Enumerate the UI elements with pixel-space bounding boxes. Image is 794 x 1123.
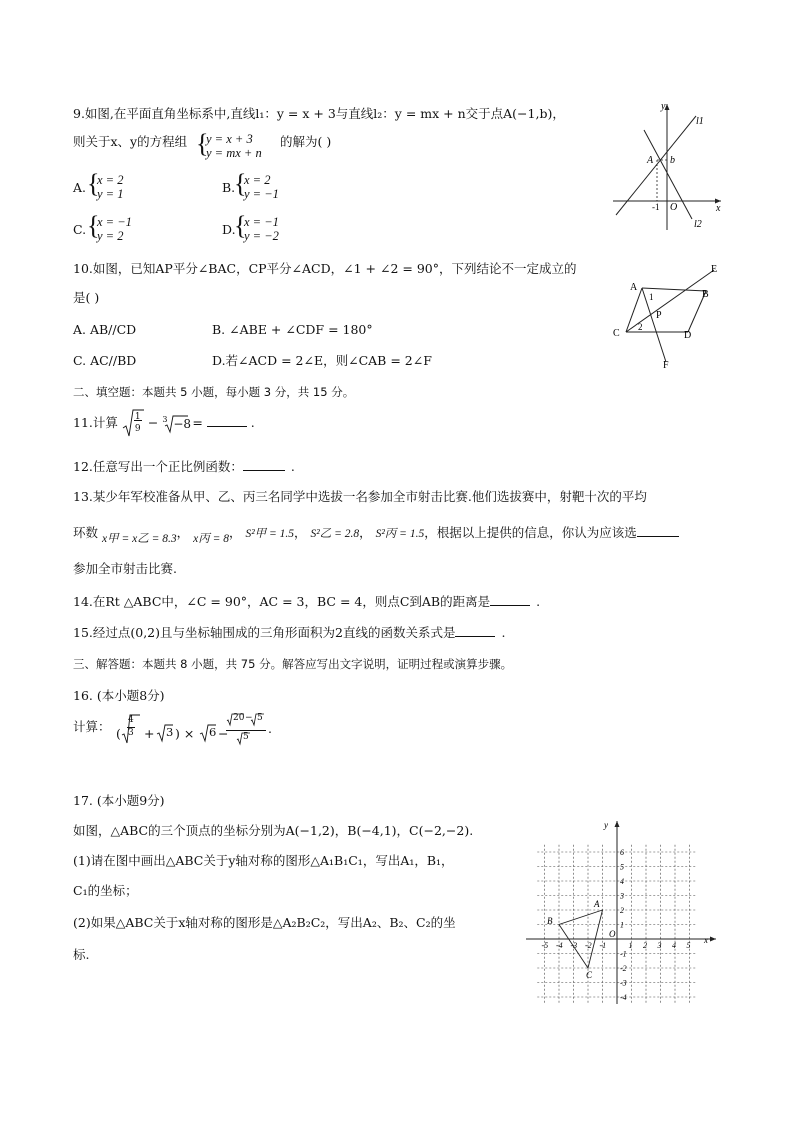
q17-y-label: y [604,820,608,830]
q16-plus: + [144,726,155,741]
q17-line2: (1)请在图中画出△ABC关于y轴对称的图形△A₁B₁C₁，写出A₁，B₁， [73,853,454,868]
y-tick-label: 4 [620,877,624,886]
q10-fig-e-label: E [711,264,718,275]
q9-option-a-top: x = 2 [97,173,124,187]
q10-option-d: D.若∠ACD = 2∠E，则∠CAB = 2∠F [212,353,432,368]
q16-sqrt1-denominator: 3 [128,728,134,738]
y-tick-label: 1 [620,920,624,930]
x-tick-label: -2 [585,941,592,950]
q13-mean-bing: x丙 = 8 [193,533,229,545]
x-tick-label: 3 [657,941,662,950]
q13-line1: 13.某少年军校准备从甲、乙、丙三名同学中选拔一名参加全市射击比赛.他们选拔赛中，射靶十次的平均 [73,489,647,504]
q10-fig-a-label: A [630,282,638,293]
q17-line4: (2)如果△ABC关于x轴对称的图形是△A₂B₂C₂，写出A₂、B₂、C₂的坐 [73,915,456,930]
q16-calc-label: 计算： [73,719,111,734]
q16-end: . [268,721,272,736]
q17-y-tick-labels [619,848,627,1002]
q15-line [73,624,505,641]
q13-variance-yi: S²乙 = 2.8 [310,528,360,540]
q17-origin-label: O [609,929,616,939]
q10-option-a: A. AB//CD [73,322,137,337]
x-tick-label: 5 [686,941,691,950]
q17-point-a-label: A [594,899,600,909]
q10-stem-line2: 是( ) [73,290,100,305]
q10-fig-c-label: C [613,328,620,339]
q12-end: . [290,459,295,474]
q16-minus: − [218,726,229,741]
q11-end: . [250,415,255,430]
q15-text: 15.经过点(0,2)且与坐标轴围成的三角形面积为2直线的函数关系式是 [73,625,456,640]
q17-point-b-label: B [547,916,553,926]
x-tick-label: 1 [628,941,633,950]
q9-fig-l2-label: l2 [694,219,702,230]
q9-fig-y-label: y [661,101,666,112]
q12-answer-blank[interactable] [243,458,285,471]
q14-text: 14.在Rt △ABC中，∠C = 90°，AC = 3，BC = 4，则点C到AB的距离是 [73,594,491,609]
q9-option-b-label: B. [222,180,236,195]
x-tick-label: -1 [599,941,607,950]
q11-line [73,411,255,434]
q9-option-d-brace: { [234,211,247,240]
q11-minus: − [147,415,159,430]
q9-option-a-brace: { [87,169,100,198]
q16-num-radicand-a: 20 [233,713,245,723]
q9-fig-x-label: x [716,203,721,214]
q16-title: 16. (本小题8分) [73,688,165,703]
q17-y-axis-arrow [615,821,620,827]
q16-sqrt2-radicand: 3 [166,725,174,739]
q13-mean-jia-yi: x甲 = x乙 = 8.3 [102,533,177,545]
q9-stem-line1: 9.如图,在平面直角坐标系中,直线l₁：y = x + 3与直线l₂：y = mx + n交于点A(−1,b)， [73,106,565,121]
q12-text: 12.任意写出一个正比例函数： [73,459,243,474]
q17-line3: C₁的坐标； [73,883,138,898]
q9-option-c-bottom: y = 2 [97,229,124,243]
q10-fig-angle2-label: 2 [638,322,643,332]
q9-fig-l1-label: l1 [696,116,704,127]
q9-option-a-label: A. [73,180,87,195]
q9-fig-a-label: A [647,155,654,166]
q10-option-c: C. AC//BD [73,353,137,368]
q12-line [73,458,295,475]
q9-option-c-brace: { [87,211,100,240]
y-tick-label: 6 [620,848,624,857]
q9-option-d-label: D. [222,222,236,237]
q17-coordinate-grid [520,816,720,1006]
q13-variance-jia: S²甲 = 1.5 [245,528,295,540]
y-tick-label: 2 [620,906,624,915]
q11-answer-blank[interactable] [207,414,247,427]
q13-line2-prefix: 环数 [73,525,99,540]
q13-line3: 参加全市射击比赛. [73,561,177,576]
q16-den-radicand: 5 [243,732,249,742]
q10-fig-b-label: B [702,289,709,300]
q9-stem-line2-post: 的解为( ) [280,134,332,149]
q15-answer-blank[interactable] [455,624,495,637]
q11-radicand: −8 [173,416,192,431]
q10-fig-f-label: F [663,360,669,371]
q9-fig-origin-label: O [670,202,678,213]
y-tick-label: 3 [620,891,624,901]
q10-fig-p-label: P [656,310,662,321]
q17-x-label: x [704,935,708,945]
q10-figure [608,258,728,373]
q9-fig-b-label: b [670,155,675,166]
q14-line [73,593,540,610]
q9-stem-line2-pre: 则关于x、y的方程组 [73,134,188,149]
q16-num-minus: − [245,713,253,723]
q10-fig-angle1-label: 1 [649,292,654,302]
q16-open-paren: ( [116,726,121,741]
q11-fraction-denominator: 9 [134,423,141,434]
q9-option-b-bottom: y = −1 [244,187,279,201]
q17-line5: 标. [73,947,90,962]
x-tick-label: 4 [672,941,676,950]
q16-sqrt1-numerator: 4 [128,715,134,725]
q9-option-b-top: x = 2 [244,173,271,187]
q9-option-b-brace: { [234,169,247,198]
y-tick-label: -1 [620,949,627,959]
x-tick-label: 2 [643,941,647,950]
q16-sqrt3-radicand: 6 [209,725,217,739]
y-tick-label: 5 [620,862,624,872]
q17-title: 17. (本小题9分) [73,793,165,808]
section-2-heading: 二、填空题：本题共 5 小题，每小题 3 分，共 15 分。 [73,385,355,399]
q9-figure [608,98,728,233]
q9-option-c-label: C. [73,222,87,237]
q10-fig-d-label: D [684,330,692,341]
q17-point-c-label: C [586,970,593,980]
q16-expression [116,713,286,749]
q9-system-brace: { [196,129,209,158]
q9-option-c-top: x = −1 [97,215,132,229]
q16-num-radicand-b: 5 [257,713,263,723]
q17-line1: 如图，△ABC的三个顶点的坐标分别为A(−1,2)，B(−4,1)，C(−2,−2). [73,823,474,838]
q11-fraction-numerator: 1 [134,411,141,422]
q11-cube-index: 3 [162,414,168,424]
q9-option-d-bottom: y = −2 [244,229,279,243]
x-tick-label: -4 [556,941,563,950]
q9-option-d-top: x = −1 [244,215,279,229]
q16-fraction-bar [226,730,266,731]
q9-system-bottom: y = mx + n [206,146,262,160]
q13-line2-suffix: ，根据以上提供的信息，你认为应该选 [424,525,637,540]
q13-line2: 环数 x甲 = x乙 = 8.3， x丙 = 8， S²甲 = 1.5， S²乙 = 2.8， S²丙 = 1.5，根据以上提供的信息，你认为应该选 [73,524,679,542]
q15-end: . [501,625,506,640]
q14-end: . [536,594,541,609]
q16-close-times: ) × [175,726,195,741]
q11-sqrt-fraction [122,411,144,434]
q11-prefix: 11.计算 [73,415,118,430]
q10-option-b: B. ∠ABE + ∠CDF = 180° [212,322,373,337]
q13-variance-bing: S²丙 = 1.5 [375,528,425,540]
x-tick-label: -3 [570,941,578,950]
q13-answer-blank[interactable] [637,524,679,537]
q9-system-top: y = x + 3 [206,132,253,146]
section-3-heading: 三、解答题：本题共 8 小题，共 75 分。解答应写出文字说明，证明过程或演算步骤。 [73,657,513,671]
q9-fig-neg1-label: -1 [652,202,660,212]
y-tick-label: -2 [620,964,627,973]
q14-answer-blank[interactable] [490,593,530,606]
x-tick-label: -5 [541,941,549,950]
q11-equals: = [192,415,203,430]
q17-x-axis-arrow [710,937,716,942]
y-tick-label: -4 [620,993,627,1002]
q17-x-tick-labels [542,941,691,950]
q11-cube-root [162,414,192,432]
q9-option-a-bottom: y = 1 [97,187,124,201]
y-tick-label: -3 [620,978,627,988]
q10-stem-line1: 10.如图，已知AP平分∠BAC，CP平分∠ACD，∠1 + ∠2 = 90°，下列结论不一定成立的 [73,261,577,276]
